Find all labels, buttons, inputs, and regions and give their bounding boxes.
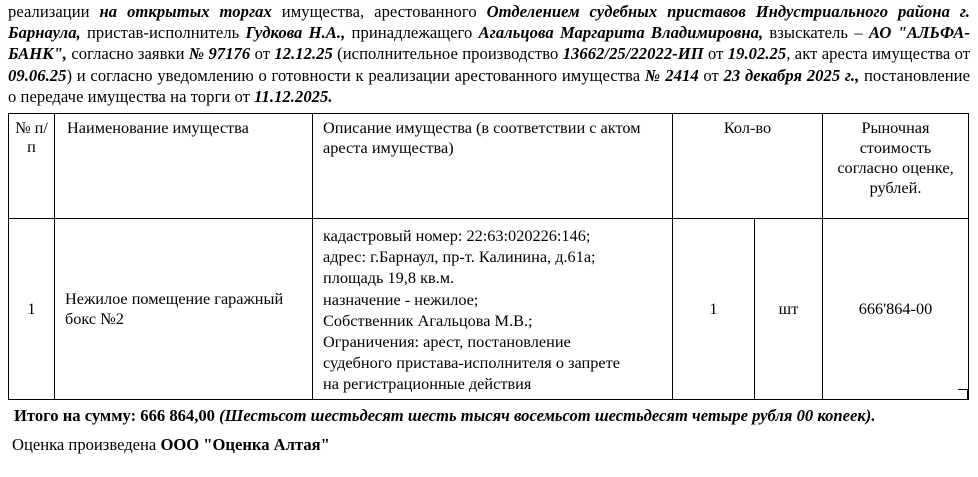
description-line: площадь 19,8 кв.м.	[323, 268, 455, 288]
intro-text-4: принадлежащего	[345, 23, 479, 43]
intro-text-2: имущества, арестованного	[271, 2, 487, 21]
intro-em-bailiff-department: Отделением судебных приставов Индустриального района г. Барнаула,	[8, 2, 971, 43]
total-amount-words: (Шестьсот шестьдесят шесть тысяч восемьсот шестьдесят четыре рубля 00 копеек).	[219, 405, 876, 425]
assets-table-header	[9, 114, 969, 219]
total-label: Итого на сумму: 666 864,00	[14, 405, 220, 425]
description-line: на регистрационные действия	[323, 374, 532, 394]
cell-row-number: 1	[9, 219, 55, 400]
intro-em-enforcement-number: 13662/25/22022-ИП	[562, 44, 704, 64]
intro-em-notice-number: № 2414	[644, 65, 699, 85]
intro-text-13: постановление о передаче имущества на торги от	[8, 65, 970, 106]
header-cell-quantity: Кол-во	[673, 114, 823, 219]
header-cell-name: Наименование имущества	[55, 114, 313, 219]
description-line: судебного пристава-исполнителя о запрете	[323, 353, 620, 373]
intro-em-notice-date: 23 декабря 2025 г.,	[723, 65, 860, 85]
intro-text-6: согласно заявки	[67, 44, 189, 64]
page-corner-mark	[958, 389, 968, 399]
intro-paragraph	[8, 0, 970, 107]
header-cell-number: № п/п	[9, 114, 55, 219]
intro-em-request-date: 12.12.25	[274, 44, 333, 64]
appraisal-prefix: Оценка произведена	[12, 434, 161, 454]
description-line: Ограничения: арест, постановление	[323, 332, 571, 352]
description-line: Собственник Агальцова М.В.;	[323, 310, 533, 330]
intro-text-9: от	[703, 44, 728, 64]
intro-text-5: взыскатель –	[763, 23, 869, 43]
intro-em-creditor: АО "АЛЬФА-БАНК",	[8, 23, 971, 64]
intro-em-seizure-date: 09.06.25	[8, 65, 67, 85]
intro-text-7: от	[250, 44, 275, 64]
table-header-row	[9, 114, 969, 219]
header-cell-description: Описание имущества (в соответствии с актом ареста имущества)	[313, 114, 673, 219]
table-row	[9, 219, 969, 400]
appraisal-company: ООО "Оценка Алтая"	[160, 434, 330, 454]
assets-table-body	[9, 219, 969, 400]
intro-em-transfer-date: 11.12.2025.	[254, 86, 333, 106]
cell-property-name: Нежилое помещение гаражный бокс №2	[55, 219, 313, 400]
cell-price: 666'864-00	[823, 219, 969, 400]
total-line	[8, 405, 970, 426]
intro-text-12: от	[698, 65, 724, 85]
cell-unit: шт	[755, 219, 823, 400]
intro-text-8: (исполнительное производство	[332, 44, 563, 64]
cell-quantity: 1	[673, 219, 755, 400]
intro-em-enforcement-date: 19.02.25	[727, 44, 787, 64]
description-line: кадастровый номер: 22:63:020226:146;	[323, 226, 591, 246]
intro-em-owner-name: Агальцова Маргарита Владимировна,	[478, 23, 764, 43]
appraisal-line	[8, 434, 970, 455]
header-cell-price: Рыночная стоимость согласно оценке, рублей.	[823, 114, 969, 219]
description-line: назначение - нежилое;	[323, 289, 479, 309]
intro-em-request-number: № 97176	[188, 44, 251, 64]
intro-em-bailiff-name: Гудкова Н.А.,	[245, 23, 346, 43]
intro-text-3: пристав-исполнитель	[80, 23, 246, 43]
intro-text-1: реализации	[8, 2, 100, 21]
assets-table	[8, 113, 969, 400]
intro-text-11: ) и согласно уведомлению о готовности к реализации арестованного имущества	[66, 65, 645, 85]
intro-em-open-bidding: на открытых торгах	[99, 2, 272, 21]
intro-text-10: , акт ареста имущества от	[786, 44, 971, 64]
description-line: адрес: г.Барнаул, пр-т. Калинина, д.61а;	[323, 247, 596, 267]
cell-property-description	[313, 219, 673, 400]
